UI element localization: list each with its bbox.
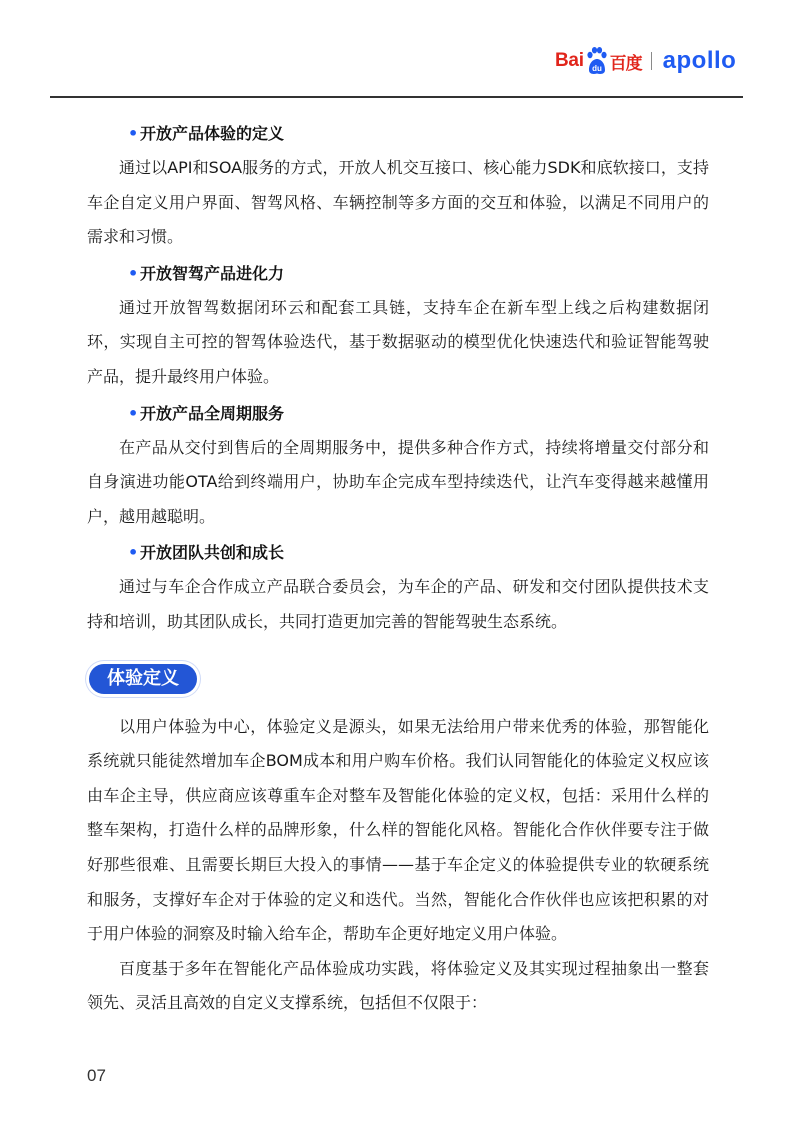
logo-divider <box>651 52 652 70</box>
subsection-title-text: 开放产品体验的定义 <box>140 124 285 143</box>
baidu-logo <box>555 44 642 78</box>
subsection-body: 在产品从交付到售后的全周期服务中，提供多种合作方式，持续将增量交付部分和自身演进功能OTA给到终端用户，协助车企完成车型持续迭代，让汽车变得越来越懂用户，越用越聪明。 <box>87 437 709 526</box>
section-paragraph: 以用户体验为中心，体验定义是源头，如果无法给用户带来优秀的体验，那智能化系统就只能徒然增加车企BOM成本和用户购车价格。我们认同智能化的体验定义权应该由车企主导，供应商应该尊重车企对整车及智能化体验的定义权，包括：采用什么样的整车架构，打造什么样的品牌形象，什么样的智能化风格。智能化合作伙伴要专注于做好那些很难、且需要长期巨大投入的事情——基于车企定义的体验提供专业的软硬系统和服务，支撑好车企对于体验的定义和迭代。当然，智能化合作伙伴也应该把积累的对于用户体验的洞察及时输入给车企，帮助车企更好地定义用户体验。 <box>87 716 709 944</box>
section-title-pill: 体验定义 <box>89 664 197 694</box>
bullet-icon: • <box>128 124 139 143</box>
subsection-title-text: 开放团队共创和成长 <box>140 543 285 563</box>
subsection <box>87 257 709 395</box>
bullet-icon: • <box>128 263 139 283</box>
page-number: 07 <box>87 1066 106 1085</box>
subsection-title <box>87 397 709 431</box>
apollo-logo: apollo <box>662 47 737 74</box>
page-header <box>0 0 793 98</box>
subsection-title-text: 开放智驾产品进化力 <box>140 263 285 283</box>
subsection-title <box>87 536 709 570</box>
subsection <box>87 117 709 255</box>
subsection <box>87 536 709 639</box>
subsection-body: 通过开放智驾数据闭环云和配套工具链，支持车企在新车型上线之后构建数据闭环，实现自主可控的智驾体验迭代，基于数据驱动的模型优化快速迭代和验证智能驾驶产品，提升最终用户体验。 <box>87 297 709 386</box>
baidu-logo-chinese: 百度 <box>609 53 642 74</box>
header-logos <box>555 44 736 78</box>
baidu-logo-bai: Bai <box>555 50 584 71</box>
subsection-body: 通过与车企合作成立产品联合委员会，为车企的产品、研发和交付团队提供技术支持和培训，助其团队成长，共同打造更加完善的智能驾驶生态系统。 <box>87 577 709 631</box>
bullet-icon: • <box>128 403 139 423</box>
baidu-paw-icon <box>585 46 609 76</box>
page-content <box>87 117 709 1021</box>
bullet-icon: • <box>128 543 139 563</box>
section-paragraph: 百度基于多年在智能化产品体验成功实践，将体验定义及其实现过程抽象出一整套领先、灵活且高效的自定义支撑系统，包括但不仅限于： <box>87 958 709 1013</box>
subsection-title <box>87 257 709 291</box>
subsection-title <box>87 117 709 151</box>
baidu-logo-du: du <box>591 64 602 73</box>
section-heading <box>87 664 709 700</box>
subsection-title-text: 开放产品全周期服务 <box>140 403 285 423</box>
header-divider <box>50 96 743 98</box>
subsection <box>87 397 709 535</box>
subsection-body: 通过以API和SOA服务的方式，开放人机交互接口、核心能力SDK和底软接口，支持车企自定义用户界面、智驾风格、车辆控制等多方面的交互和体验，以满足不同用户的需求和习惯。 <box>87 158 709 247</box>
